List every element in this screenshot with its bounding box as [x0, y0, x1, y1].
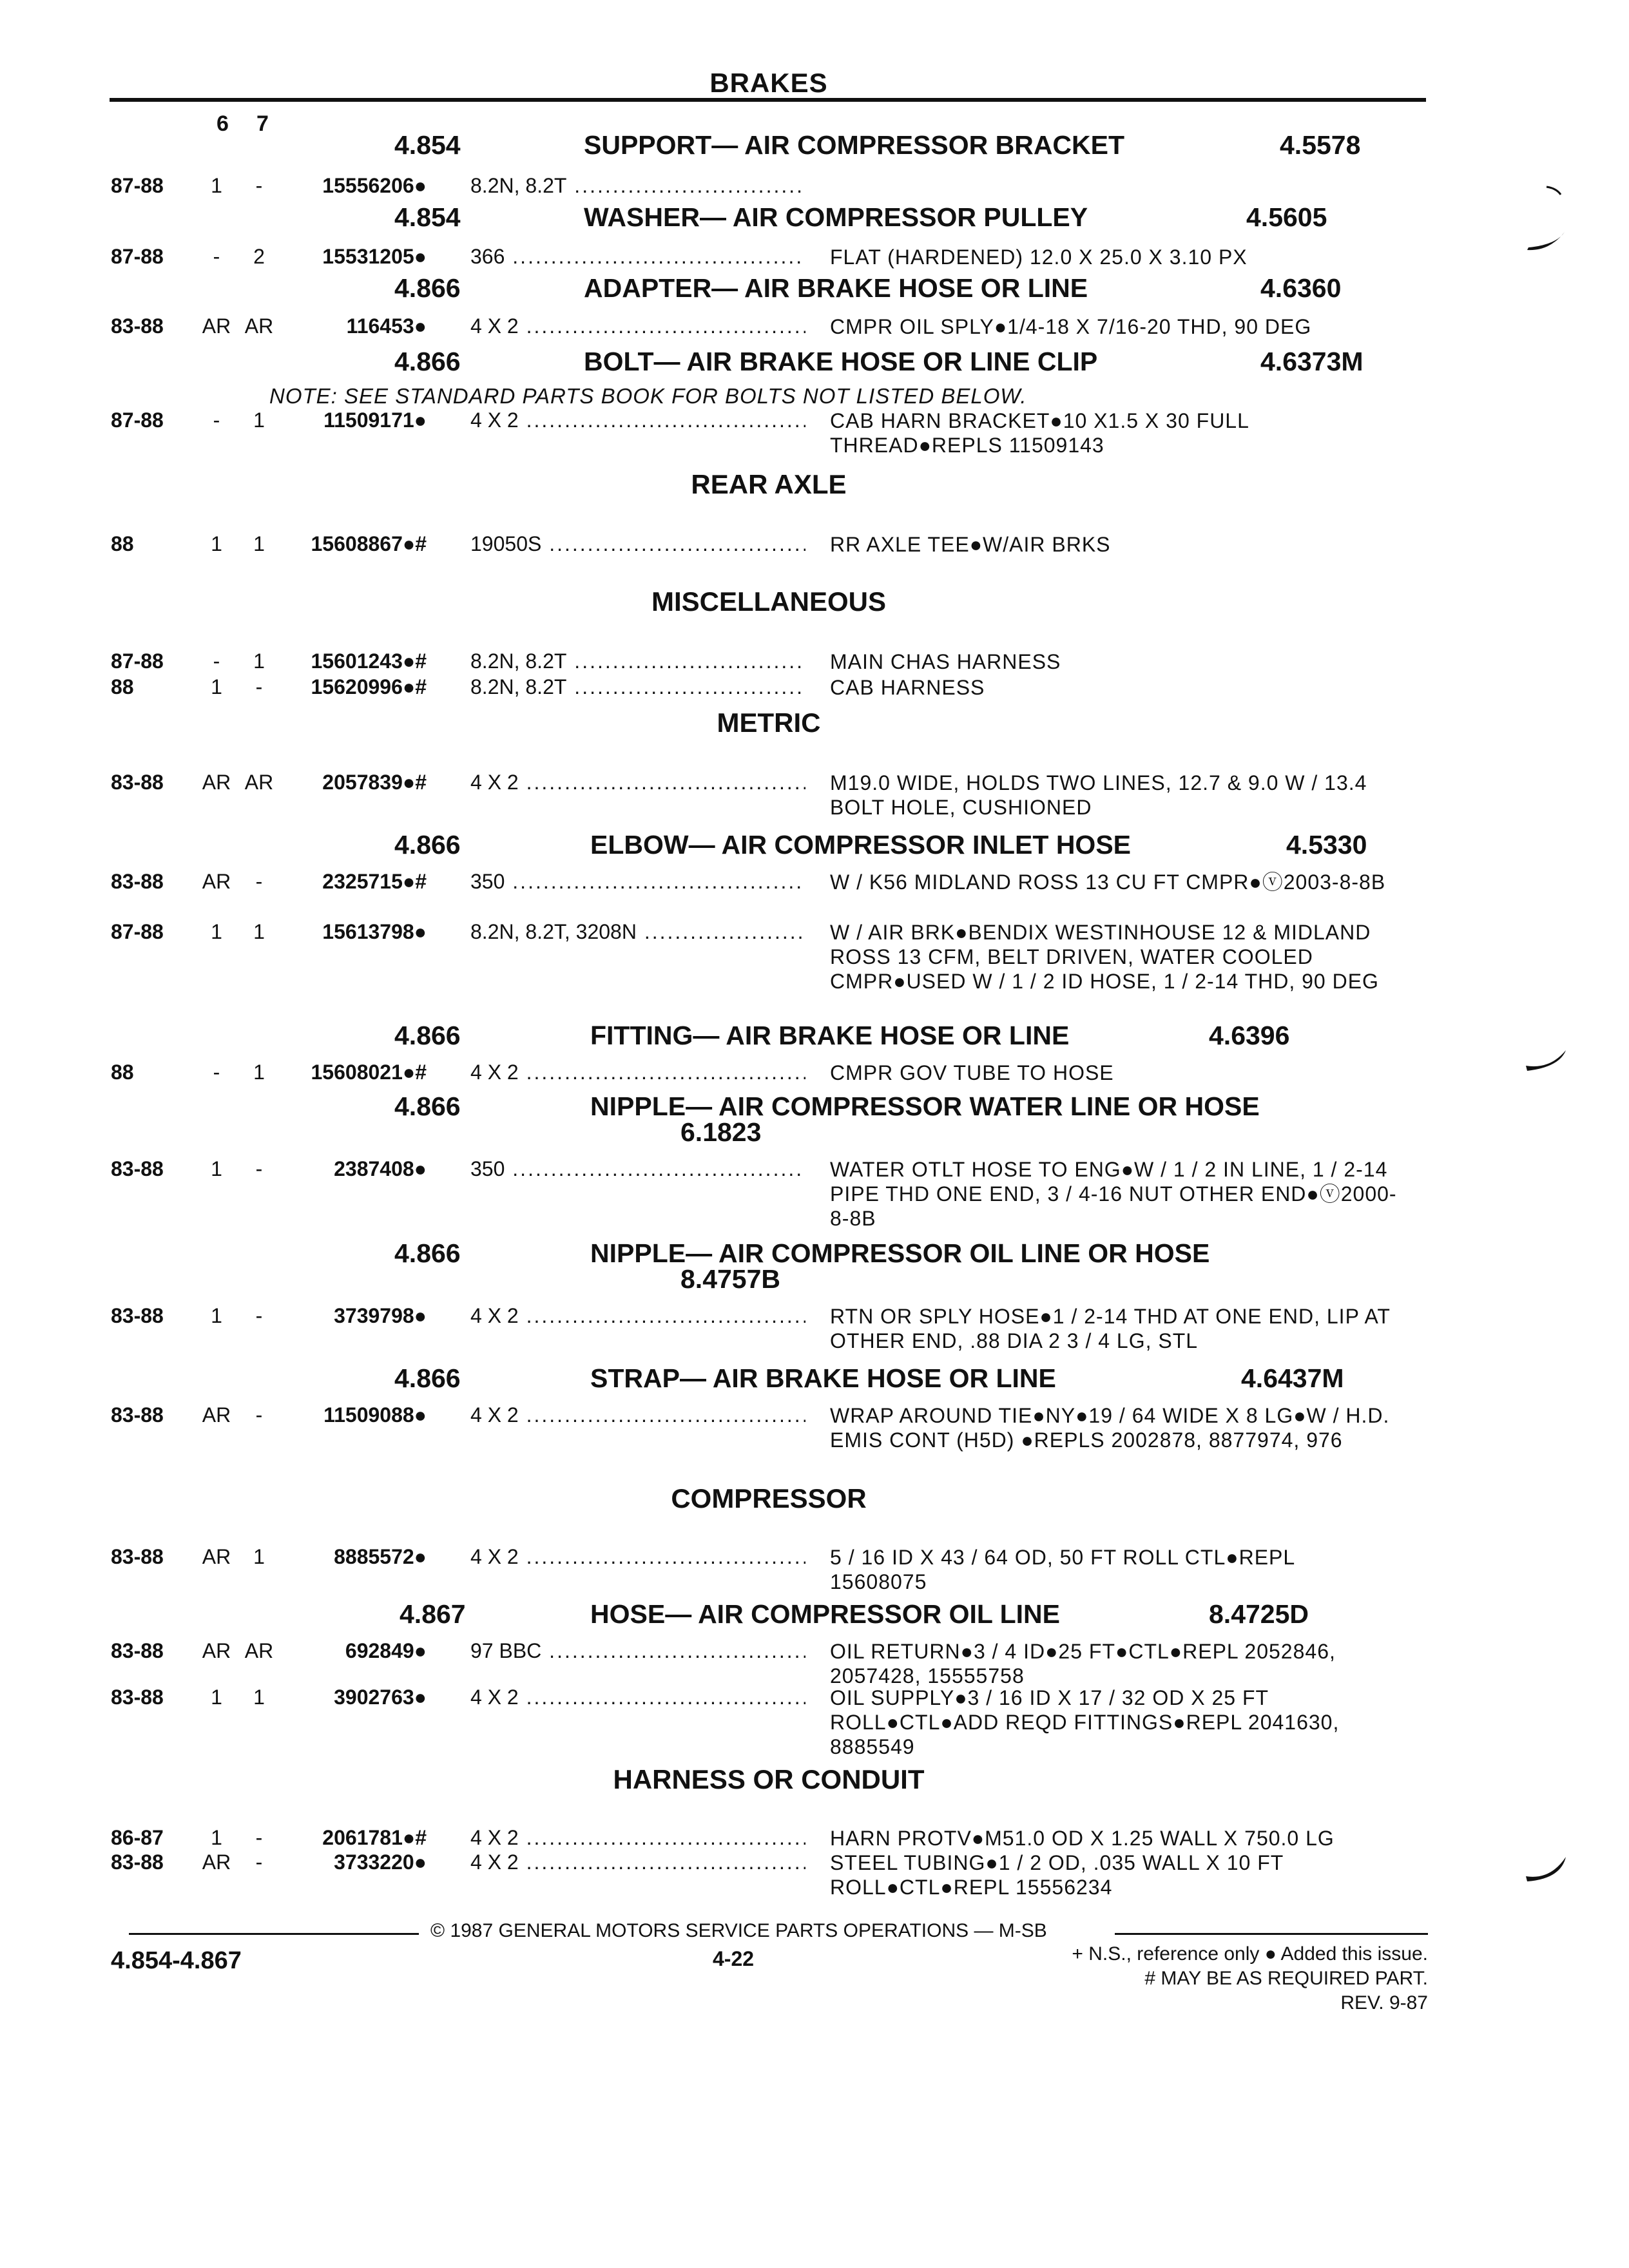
row-years: 83-88	[111, 771, 164, 794]
row-description: CMPR GOV TUBE TO HOSE	[830, 1061, 1114, 1084]
row-years: 87-88	[111, 408, 164, 432]
row-model: 4 X 2 .....	[470, 1304, 805, 1328]
footer-rule-left	[129, 1933, 419, 1935]
section-name: WASHER— AIR COMPRESSOR PULLEY	[584, 202, 1088, 232]
row-model: 97 BBC .....	[470, 1639, 805, 1663]
scan-mark	[1521, 1843, 1572, 1894]
row-years: 83-88	[111, 1545, 164, 1568]
scan-mark	[1521, 1037, 1572, 1082]
section-ref: 4.6373M	[1260, 347, 1364, 376]
row-model: 8.2N, 8.2T, 3208N .....	[470, 920, 805, 944]
section-ref: 4.6396	[1209, 1021, 1290, 1050]
row-qty-6: AR	[202, 771, 231, 794]
footer-note-as-required: # MAY BE AS REQUIRED PART.	[1144, 1968, 1428, 1989]
row-qty-7: -	[255, 174, 263, 197]
section-code: 4.866	[394, 273, 461, 303]
row-years: 88	[111, 1061, 134, 1084]
footer-page-number: 4-22	[713, 1947, 755, 1970]
section-name: BOLT— AIR BRAKE HOSE OR LINE CLIP	[584, 347, 1098, 376]
row-qty-6: AR	[202, 1850, 231, 1874]
row-years: 83-88	[111, 1157, 164, 1180]
row-years: 87-88	[111, 649, 164, 673]
row-part-number: 692849●	[345, 1639, 427, 1662]
row-description: CAB HARN BRACKET●10 X1.5 X 30 FULL THREAD●REPLS 11509143	[830, 409, 1249, 457]
page-title: BRAKES	[709, 68, 828, 98]
row-model: 4 X 2 .....	[470, 771, 805, 794]
row-qty-6: 1	[211, 1686, 222, 1709]
row-part-number: 2057839●#	[322, 771, 427, 794]
row-years: 87-88	[111, 174, 164, 197]
row-part-number: 15620996●#	[311, 675, 427, 698]
row-years: 88	[111, 532, 134, 555]
row-part-number: 3902763●	[334, 1686, 427, 1709]
row-years: 87-88	[111, 920, 164, 943]
section-ref: 4.5578	[1280, 130, 1361, 160]
row-qty-6: AR	[202, 1403, 231, 1427]
row-qty-7: -	[255, 1304, 263, 1327]
note: NOTE: SEE STANDARD PARTS BOOK FOR BOLTS NOT LISTED BELOW.	[269, 384, 1027, 408]
row-qty-7: 1	[253, 1686, 265, 1709]
row-part-number: 116453●	[346, 314, 427, 338]
row-model: 8.2N, 8.2T .....	[470, 649, 805, 673]
row-model: 4 X 2 .....	[470, 1061, 805, 1084]
row-qty-7: -	[255, 1850, 263, 1874]
section-code: 4.866	[394, 1238, 461, 1268]
row-part-number: 15608021●#	[311, 1061, 427, 1084]
row-part-number: 15531205●	[322, 245, 427, 268]
row-description: RTN OR SPLY HOSE●1 / 2-14 THD AT ONE END, LIP AT OTHER END, .88 DIA 2 3 / 4 LG, STL	[830, 1305, 1391, 1352]
section-code: 4.866	[394, 1021, 461, 1050]
row-qty-7: 1	[253, 408, 265, 432]
section-code: 4.854	[394, 130, 461, 160]
section-code: 4.866	[394, 1363, 461, 1393]
row-years: 83-88	[111, 870, 164, 893]
section-code: 4.866	[394, 830, 461, 860]
row-description: RR AXLE TEE●W/AIR BRKS	[830, 533, 1111, 556]
row-years: 83-88	[111, 1850, 164, 1874]
row-qty-7: 1	[253, 1545, 265, 1568]
row-qty-6: 1	[211, 1304, 222, 1327]
section-ref: 4.6437M	[1241, 1363, 1344, 1393]
row-model: 366 .....	[470, 245, 805, 269]
section-name: HOSE— AIR COMPRESSOR OIL LINE	[590, 1599, 1060, 1629]
section-ref: 8.4725D	[1209, 1599, 1309, 1629]
row-part-number: 2325715●#	[322, 870, 427, 893]
section-ref: 4.5330	[1286, 830, 1367, 860]
scan-mark	[1521, 180, 1572, 264]
row-qty-6: 1	[211, 675, 222, 698]
section-name: ELBOW— AIR COMPRESSOR INLET HOSE	[590, 830, 1132, 860]
row-part-number: 2061781●#	[322, 1826, 427, 1849]
row-model: 4 X 2 .....	[470, 408, 805, 432]
row-qty-7: AR	[244, 1639, 274, 1662]
row-years: 83-88	[111, 314, 164, 338]
row-years: 87-88	[111, 245, 164, 268]
section-ref: 6.1823	[680, 1117, 762, 1147]
row-part-number: 11509088●	[323, 1403, 427, 1427]
top-rule	[110, 98, 1426, 102]
row-description: OIL SUPPLY●3 / 16 ID X 17 / 32 OD X 25 FT ROLL●CTL●ADD REQD FITTINGS●REPL 2041630, 8885549	[830, 1686, 1340, 1758]
section-name: NIPPLE— AIR COMPRESSOR WATER LINE OR HOSE	[590, 1091, 1260, 1121]
footer-note-added: + N.S., reference only ● Added this issue.	[1072, 1943, 1428, 1965]
section-code: 4.867	[400, 1599, 466, 1629]
row-model: 350 .....	[470, 870, 805, 894]
row-qty-7: -	[255, 870, 263, 893]
row-qty-7: -	[255, 675, 263, 698]
row-part-number: 3739798●	[334, 1304, 427, 1327]
row-part-number: 2387408●	[334, 1157, 427, 1180]
row-qty-7: 1	[253, 1061, 265, 1084]
row-qty-7: 1	[253, 649, 265, 673]
section-name: NIPPLE— AIR COMPRESSOR OIL LINE OR HOSE	[590, 1238, 1210, 1268]
row-qty-6: AR	[202, 870, 231, 893]
row-qty-6: 1	[211, 1157, 222, 1180]
row-qty-6: AR	[202, 314, 231, 338]
row-description: W / AIR BRK●BENDIX WESTINHOUSE 12 & MIDLAND ROSS 13 CFM, BELT DRIVEN, WATER COOLED CMPR●USED W / 1 / 2 ID HOSE, 1 / 2-14 THD, 90 DEG	[830, 921, 1379, 993]
row-qty-6: AR	[202, 1545, 231, 1568]
section-code: 4.866	[394, 347, 461, 376]
section-ref: 4.6360	[1260, 273, 1342, 303]
row-qty-7: 1	[253, 532, 265, 555]
row-years: 88	[111, 675, 134, 698]
footer-copyright: © 1987 GENERAL MOTORS SERVICE PARTS OPERATIONS — M-SB	[430, 1920, 1047, 1941]
row-qty-7: -	[255, 1403, 263, 1427]
subheading-harness: HARNESS OR CONDUIT	[613, 1764, 925, 1794]
section-code: 4.854	[394, 202, 461, 232]
row-qty-6: -	[213, 408, 220, 432]
row-description: CMPR OIL SPLY●1/4-18 X 7/16-20 THD, 90 DEG	[830, 315, 1312, 338]
subheading-rear-axle: REAR AXLE	[691, 469, 847, 499]
section-name: STRAP— AIR BRAKE HOSE OR LINE	[590, 1363, 1056, 1393]
row-qty-7: AR	[244, 314, 274, 338]
row-qty-6: -	[213, 649, 220, 673]
row-model: 4 X 2 .....	[470, 314, 805, 338]
row-qty-7: 2	[253, 245, 265, 268]
footer-range: 4.854-4.867	[111, 1947, 242, 1974]
section-ref: 8.4757B	[680, 1264, 781, 1294]
subheading-metric: METRIC	[717, 707, 821, 738]
row-description: W / K56 MIDLAND ROSS 13 CU FT CMPR●ⓥ2003-8-8B	[830, 870, 1386, 894]
section-name: ADAPTER— AIR BRAKE HOSE OR LINE	[584, 273, 1088, 303]
row-part-number: 15556206●	[322, 174, 427, 197]
footer-notes	[1072, 1942, 1428, 2015]
row-model: 4 X 2 .....	[470, 1686, 805, 1709]
row-qty-7: AR	[244, 771, 274, 794]
section-code: 4.866	[394, 1091, 461, 1121]
row-part-number: 11509171●	[323, 408, 427, 432]
row-qty-6: AR	[202, 1639, 231, 1662]
row-model: 19050S .....	[470, 532, 805, 556]
row-years: 83-88	[111, 1686, 164, 1709]
section-name: SUPPORT— AIR COMPRESSOR BRACKET	[584, 130, 1125, 160]
column-header-6: 6	[217, 111, 229, 136]
row-description: OIL RETURN●3 / 4 ID●25 FT●CTL●REPL 2052846, 2057428, 15555758	[830, 1640, 1336, 1687]
row-qty-7: -	[255, 1157, 263, 1180]
row-description: MAIN CHAS HARNESS	[830, 650, 1061, 673]
row-model: 4 X 2 .....	[470, 1850, 805, 1874]
row-model: 4 X 2 .....	[470, 1826, 805, 1850]
row-model: 8.2N, 8.2T .....	[470, 675, 805, 699]
row-model: 4 X 2 .....	[470, 1403, 805, 1427]
row-qty-6: -	[213, 245, 220, 268]
row-description: FLAT (HARDENED) 12.0 X 25.0 X 3.10 PX	[830, 245, 1248, 269]
row-qty-6: -	[213, 1061, 220, 1084]
row-description: M19.0 WIDE, HOLDS TWO LINES, 12.7 & 9.0 W / 13.4 BOLT HOLE, CUSHIONED	[830, 771, 1367, 819]
row-part-number: 15608867●#	[311, 532, 427, 555]
row-qty-6: 1	[211, 920, 222, 943]
row-qty-6: 1	[211, 532, 222, 555]
row-model: 350 .....	[470, 1157, 805, 1181]
row-part-number: 15613798●	[322, 920, 427, 943]
row-description: HARN PROTV●M51.0 OD X 1.25 WALL X 750.0 LG	[830, 1827, 1335, 1850]
row-model: 4 X 2 .....	[470, 1545, 805, 1569]
row-description: WRAP AROUND TIE●NY●19 / 64 WIDE X 8 LG●W / H.D. EMIS CONT (H5D) ●REPLS 2002878, 8877974, 976	[830, 1404, 1390, 1452]
row-model: 8.2N, 8.2T .....	[470, 174, 805, 198]
row-part-number: 15601243●#	[311, 649, 427, 673]
row-description: 5 / 16 ID X 43 / 64 OD, 50 FT ROLL CTL●REPL 15608075	[830, 1546, 1295, 1593]
row-qty-7: 1	[253, 920, 265, 943]
row-years: 83-88	[111, 1639, 164, 1662]
row-part-number: 8885572●	[334, 1545, 427, 1568]
subheading-compressor: COMPRESSOR	[671, 1483, 867, 1514]
row-description: CAB HARNESS	[830, 676, 985, 699]
section-name: FITTING— AIR BRAKE HOSE OR LINE	[590, 1021, 1070, 1050]
row-description: STEEL TUBING●1 / 2 OD, .035 WALL X 10 FT ROLL●CTL●REPL 15556234	[830, 1851, 1284, 1899]
subheading-miscellaneous: MISCELLANEOUS	[651, 586, 886, 617]
row-years: 83-88	[111, 1403, 164, 1427]
footer-revision: REV. 9-87	[1340, 1992, 1428, 2013]
row-years: 83-88	[111, 1304, 164, 1327]
row-years: 86-87	[111, 1826, 164, 1849]
footer-rule-right	[1115, 1933, 1428, 1935]
column-header-7: 7	[256, 111, 269, 136]
section-ref: 4.5605	[1246, 202, 1327, 232]
row-qty-6: 1	[211, 1826, 222, 1849]
row-description: WATER OTLT HOSE TO ENG●W / 1 / 2 IN LINE, 1 / 2-14 PIPE THD ONE END, 3 / 4-16 NUT OTHER END●ⓥ2000-8-8B	[830, 1158, 1397, 1230]
row-part-number: 3733220●	[334, 1850, 427, 1874]
row-qty-7: -	[255, 1826, 263, 1849]
row-qty-6: 1	[211, 174, 222, 197]
